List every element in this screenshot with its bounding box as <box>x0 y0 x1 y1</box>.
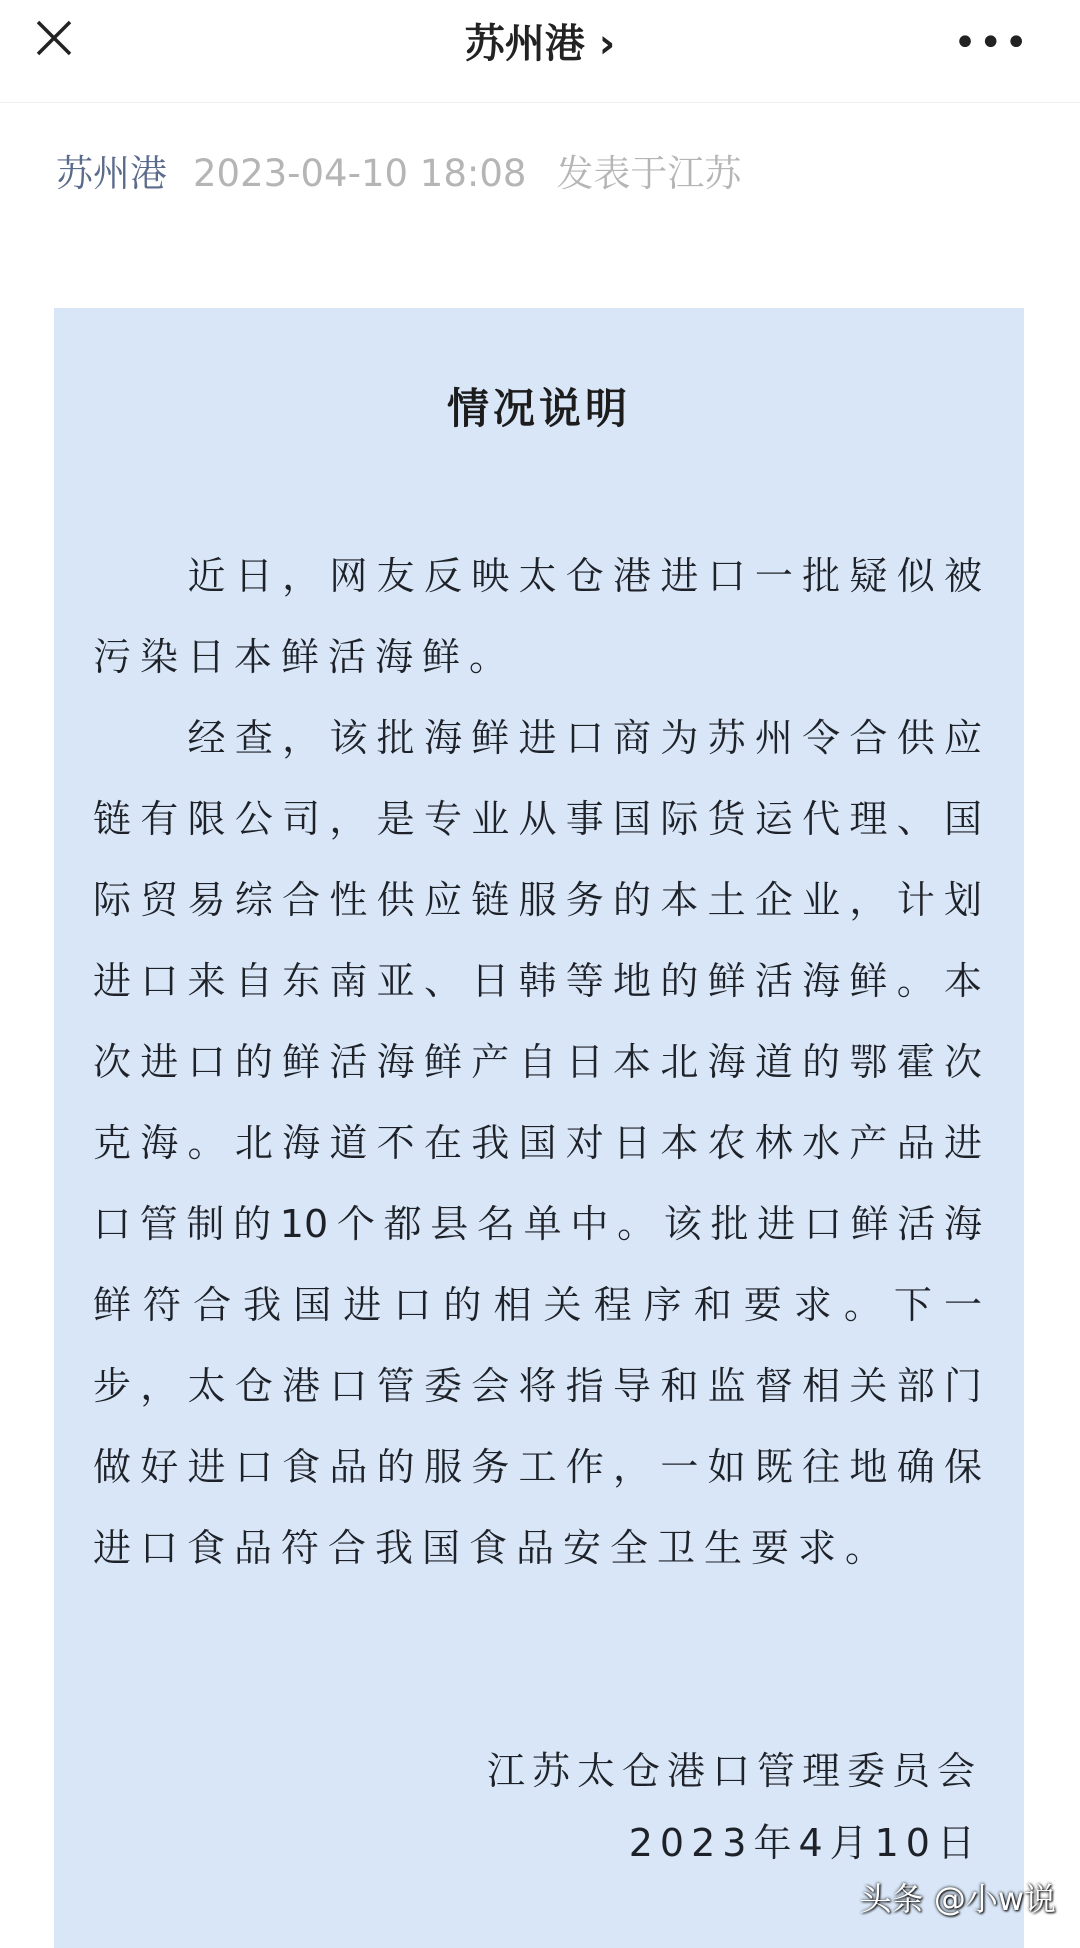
paragraph-line: 次进口的鲜活海鲜产自日本北海道的鄂霍次 <box>93 1040 982 1084</box>
paragraph-line: 际贸易综合性供应链服务的本土企业，计划 <box>93 878 982 922</box>
paragraph-line: 进口来自东南亚、日韩等地的鲜活海鲜。本 <box>93 959 982 1003</box>
paragraph-line: 进口食品符合我国食品安全卫生要求。 <box>93 1526 893 1570</box>
watermark: 头条 @小w说 <box>859 1880 1056 1918</box>
author-link[interactable]: 苏州港 <box>56 152 167 195</box>
paragraph-line: 克海。北海道不在我国对日本农林水产品进 <box>93 1121 982 1165</box>
paragraph-line: 鲜符合我国进口的相关程序和要求。下一 <box>93 1283 982 1327</box>
document-date: 2023年4月10日 <box>628 1821 982 1865</box>
paragraph-line: 口管制的10个都县名单中。该批进口鲜活海 <box>93 1202 982 1246</box>
more-icon[interactable]: ••• <box>953 20 1030 66</box>
document-body <box>93 548 982 1601</box>
publish-time: 2023-04-10 18:08 <box>193 152 527 195</box>
paragraph-line: 近日，网友反映太仓港进口一批疑似被 <box>93 554 982 598</box>
document-image <box>54 308 1024 1948</box>
top-bar <box>0 0 1080 103</box>
paragraph-line: 经查，该批海鲜进口商为苏州令合供应 <box>93 716 982 760</box>
document-title: 情况说明 <box>446 384 631 433</box>
signature: 江苏太仓港口管理委员会 <box>486 1749 982 1793</box>
article-meta <box>56 143 741 197</box>
account-title-link[interactable]: 苏州港 › <box>464 21 616 67</box>
paragraph-line: 步，太仓港口管委会将指导和监督相关部门 <box>93 1364 982 1408</box>
paragraph-line: 做好进口食品的服务工作，一如既往地确保 <box>93 1445 982 1489</box>
paragraph-line: 链有限公司，是专业从事国际货运代理、国 <box>93 797 982 841</box>
paragraph-line: 污染日本鲜活海鲜。 <box>93 635 517 679</box>
publish-location: 发表于江苏 <box>556 152 742 195</box>
